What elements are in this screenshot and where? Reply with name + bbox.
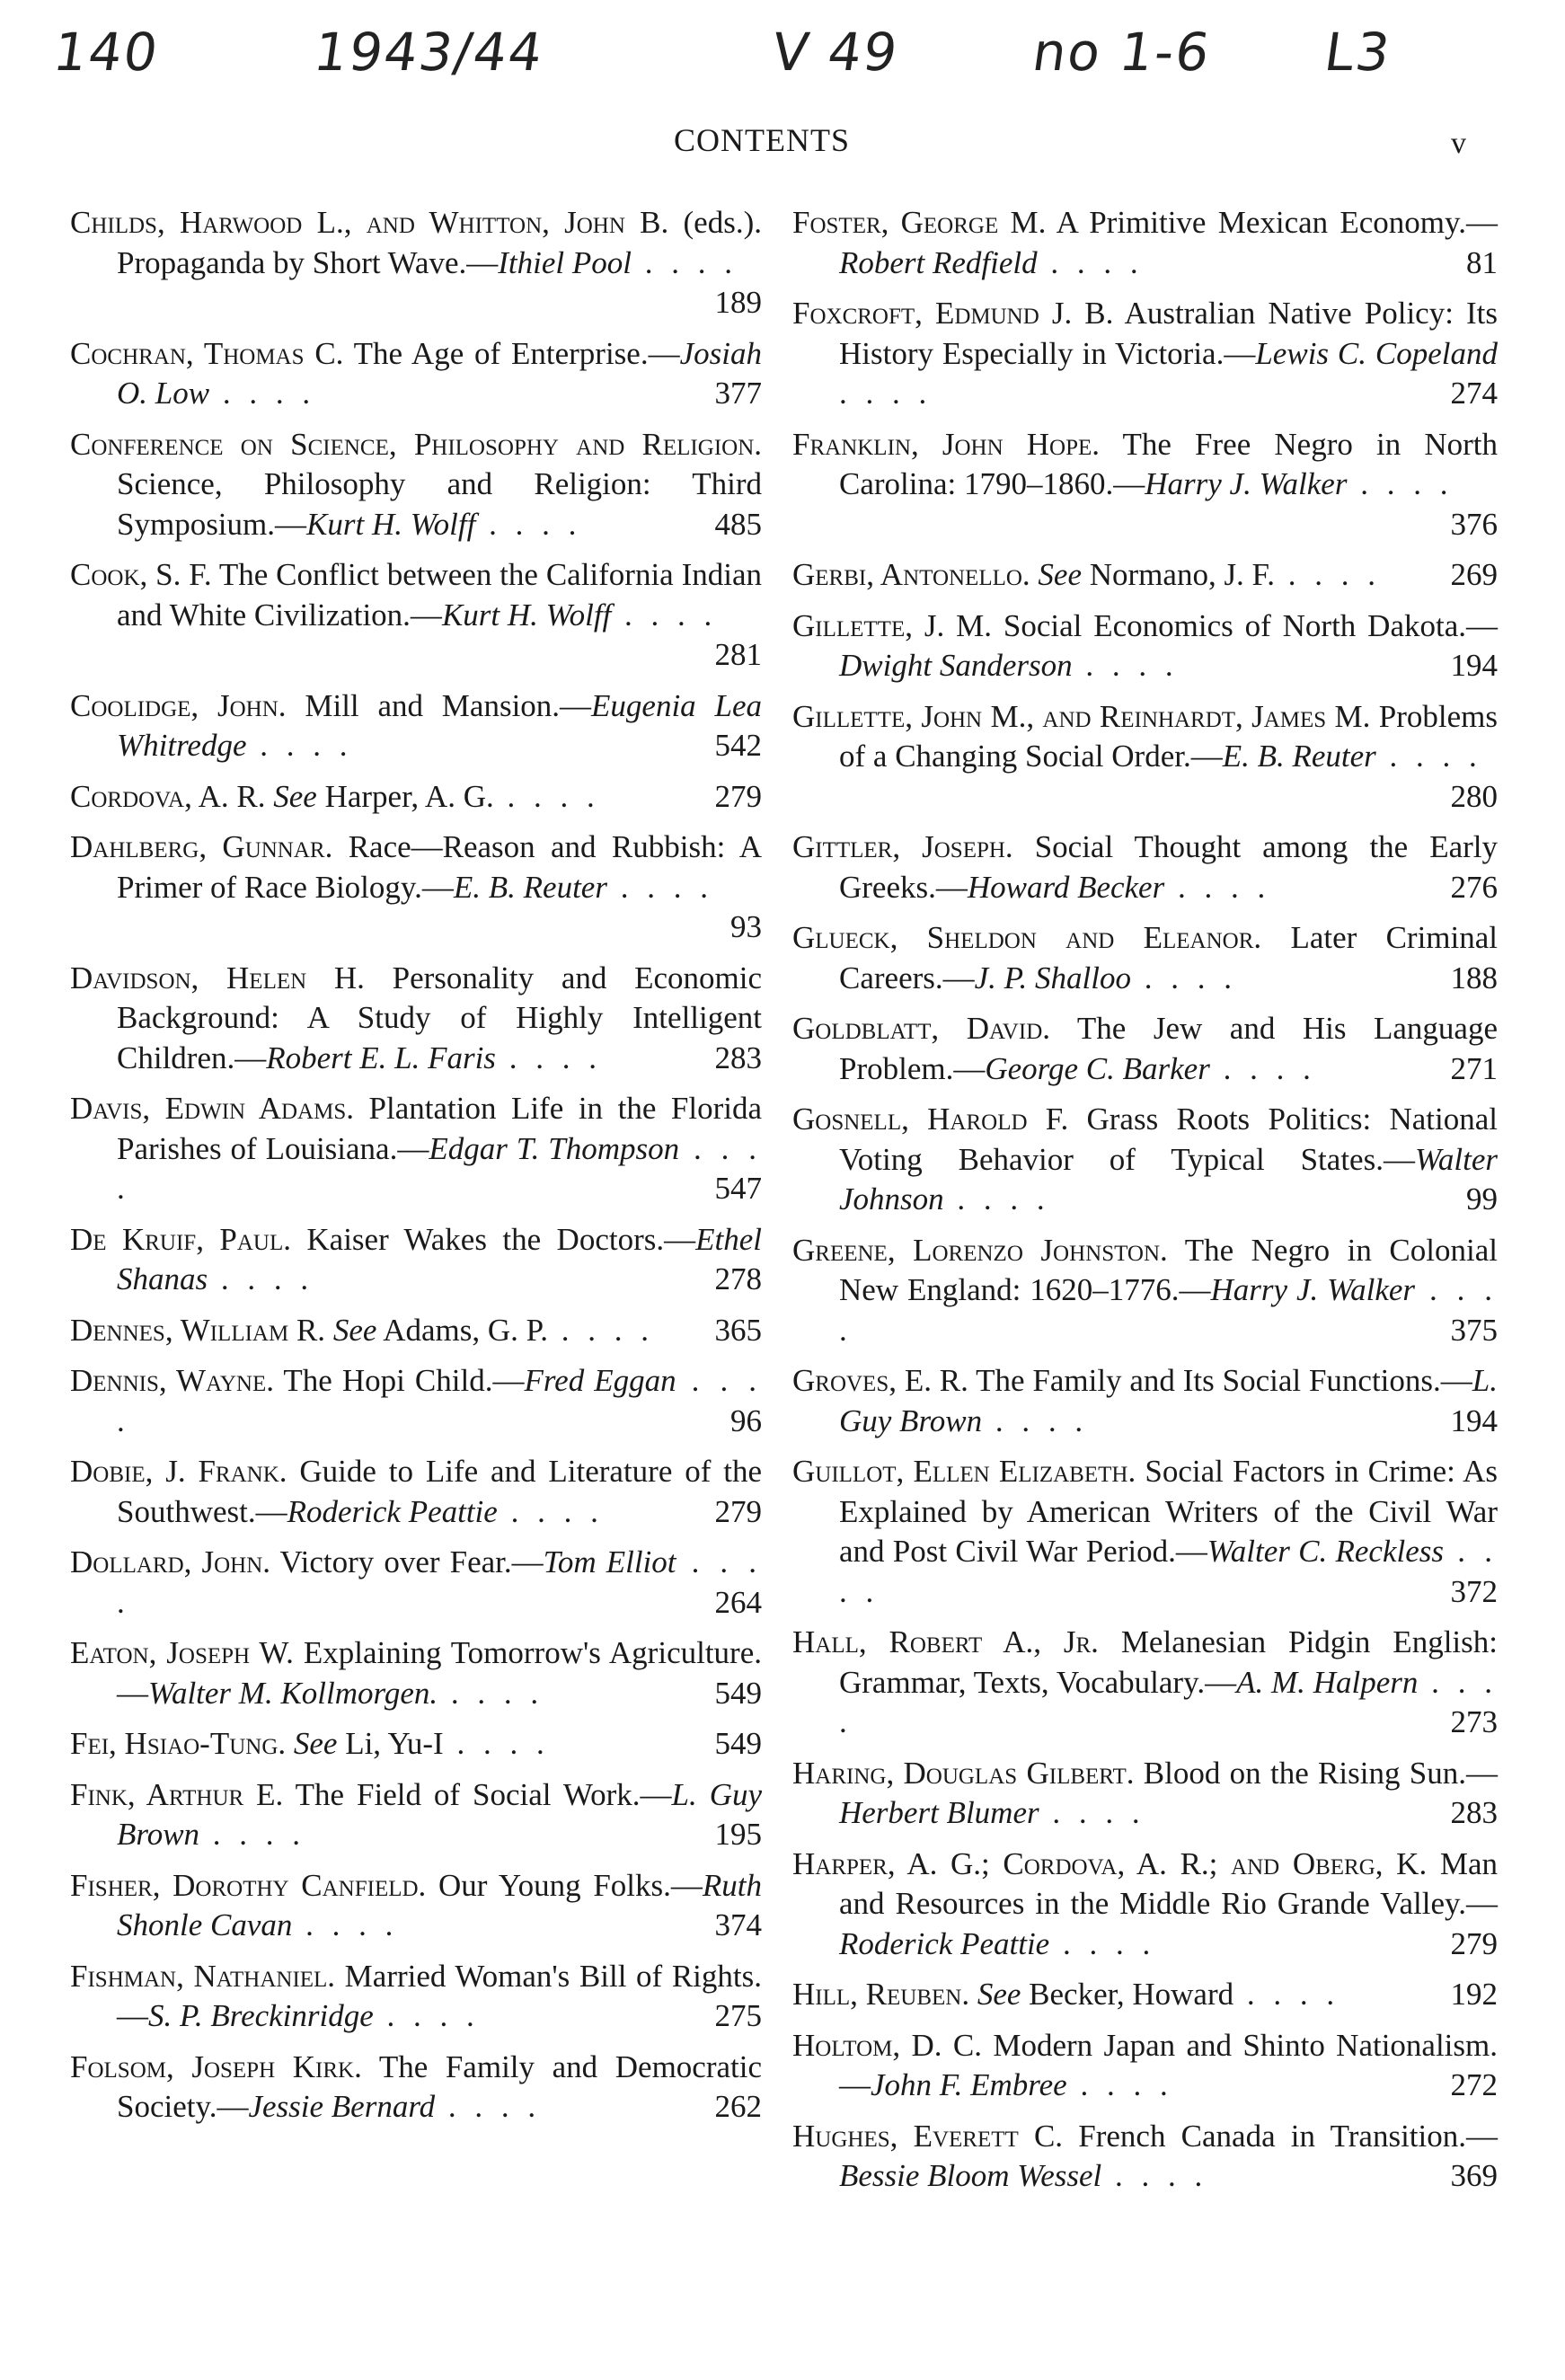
dot-leader: . . . . xyxy=(1233,1977,1340,2012)
entry-page-number: 377 xyxy=(714,376,762,411)
entry-title xyxy=(969,1977,977,2012)
toc-entry xyxy=(792,555,1498,596)
dot-leader: . . . . xyxy=(209,376,316,411)
entry-title: Australian Native Policy: Its History Especially in Victoria.— xyxy=(839,296,1499,371)
entry-author: Fink, Arthur E. xyxy=(70,1776,284,1812)
toc-entry xyxy=(70,1089,762,1209)
entry-reviewer: J. P. Shalloo xyxy=(974,960,1131,995)
entry-reviewer: Howard Becker xyxy=(967,869,1165,905)
entry-reviewer: Edgar T. Thompson xyxy=(429,1130,680,1166)
toc-entry xyxy=(792,203,1498,283)
page-number: v xyxy=(1451,127,1466,160)
entry-reviewer: L. Guy Brown xyxy=(839,1363,1498,1438)
dot-leader: . . . . xyxy=(982,1402,1089,1438)
entry-title xyxy=(325,1313,333,1348)
entry-author: Gillette, John M., and Reinhardt, James M. xyxy=(792,698,1371,734)
entry-reviewer: Harry J. Walker xyxy=(1210,1272,1416,1307)
entry-reviewer: Walter M. Kollmorgen. xyxy=(148,1675,438,1711)
dot-leader: . . . . xyxy=(117,1544,762,1620)
entry-author: Greene, Lorenzo Johnston. xyxy=(792,1232,1168,1268)
toc-entry xyxy=(70,425,762,545)
entry-reviewer: Josiah O. Low xyxy=(117,335,762,411)
toc-entry xyxy=(792,2117,1498,2197)
toc-entry xyxy=(792,1975,1498,2015)
entry-page-number: 274 xyxy=(1450,376,1498,411)
entry-reviewer: Fred Eggan xyxy=(524,1363,676,1398)
entry-page-number: 271 xyxy=(1450,1050,1498,1086)
toc-entry xyxy=(70,1543,762,1623)
entry-author: Hill, Reuben. xyxy=(792,1977,970,2012)
entry-title: The Negro in Colonial New England: 1620–1776.— xyxy=(839,1232,1498,1307)
entry-page-number: 280 xyxy=(1450,778,1498,814)
toc-entry xyxy=(70,1361,762,1441)
entry-title: Victory over Fear.— xyxy=(270,1544,544,1579)
entry-page-number: 542 xyxy=(714,728,762,763)
entry-title: Blood on the Rising Sun.— xyxy=(1134,1755,1498,1791)
dot-leader: . . . . xyxy=(246,728,353,763)
entry-title: Social Thought among the Early Greeks.— xyxy=(839,829,1499,905)
entry-reviewer: Ruth Shonle Cavan xyxy=(117,1867,762,1942)
entry-page-number: 99 xyxy=(1466,1181,1498,1217)
dot-leader: . . . . xyxy=(493,778,600,814)
entry-page-number: 283 xyxy=(714,1040,762,1075)
entry-title: The Jew and His Language Problem.— xyxy=(839,1011,1498,1086)
dot-leader: . . . . xyxy=(1101,2158,1208,2193)
entry-author: Glueck, Sheldon and Eleanor. xyxy=(792,920,1262,955)
entry-author: Davidson, Helen H. xyxy=(70,960,365,995)
entry-title: Married Woman's Bill of Rights.— xyxy=(117,1958,762,2033)
entry-page-number: 279 xyxy=(1450,1925,1498,1961)
entry-author: Groves, E. R. xyxy=(792,1363,968,1398)
entry-author: Fishman, Nathaniel. xyxy=(70,1958,336,1994)
entry-reviewer: Roderick Peattie xyxy=(839,1925,1050,1961)
toc-entry xyxy=(792,606,1498,686)
entry-reviewer: Roderick Peattie xyxy=(287,1493,498,1529)
entry-reviewer: Kurt H. Wolff xyxy=(441,597,612,633)
dot-leader: . . . . xyxy=(606,869,713,905)
entry-page-number: 195 xyxy=(714,1817,762,1852)
entry-reviewer: Robert E. L. Faris xyxy=(266,1040,496,1075)
entry-title: The Field of Social Work.— xyxy=(283,1776,672,1812)
entry-title: Modern Japan and Shinto Nationalism.— xyxy=(839,2027,1498,2102)
entry-author: Eaton, Joseph W. xyxy=(70,1635,294,1670)
entry-page-number: 283 xyxy=(1450,1795,1498,1830)
entry-author: Franklin, John Hope. xyxy=(792,426,1101,462)
dot-leader: . . . . xyxy=(1131,960,1237,995)
entry-reviewer: Lewis C. Copeland xyxy=(1255,335,1498,371)
toc-entry xyxy=(70,1957,762,2037)
dot-leader: . . . . xyxy=(1274,557,1381,592)
entry-title: Grass Roots Politics: National Voting Behavior of Typical States.— xyxy=(839,1102,1498,1177)
dot-leader: . . . . xyxy=(611,597,718,633)
entry-author: Gillette, J. M. xyxy=(792,607,992,643)
toc-entry xyxy=(70,827,762,948)
dot-leader: . . . . xyxy=(373,1998,480,2033)
handwritten-note: L3 xyxy=(1321,22,1395,83)
entry-title: Kaiser Wakes the Doctors.— xyxy=(290,1221,696,1257)
entry-title: Mill and Mansion.— xyxy=(286,687,592,723)
entry-title: A Primitive Mexican Economy.— xyxy=(1046,205,1498,240)
entry-title: Social Economics of North Dakota.— xyxy=(991,607,1499,643)
entry-author: Hall, Robert A., Jr. xyxy=(792,1624,1099,1659)
entry-page-number: 189 xyxy=(714,285,762,320)
entry-page-number: 93 xyxy=(730,909,762,944)
toc-entry xyxy=(70,1220,762,1300)
dot-leader: . . . . xyxy=(497,1493,604,1529)
handwritten-note: 140 xyxy=(49,22,164,83)
dot-leader: . . . . xyxy=(117,1130,763,1206)
entry-reviewer: A. M. Halpern xyxy=(1236,1664,1419,1700)
entry-author: Dollard, John. xyxy=(70,1544,271,1579)
entry-reviewer: Eugenia Lea Whitredge xyxy=(117,687,762,763)
entry-author: Cook, S. F. xyxy=(70,557,212,592)
entry-reviewer: See xyxy=(1038,557,1082,592)
entry-author: Foxcroft, Edmund J. B. xyxy=(792,296,1114,331)
toc-entry xyxy=(70,555,762,676)
dot-leader: . . . . xyxy=(199,1817,306,1852)
left-column xyxy=(70,203,762,2138)
toc-entry xyxy=(792,1231,1498,1351)
toc-entry xyxy=(792,1623,1498,1743)
entry-title: Guide to Life and Literature of the Southwest.— xyxy=(117,1454,762,1529)
entry-reviewer: Tom Elliot xyxy=(543,1544,676,1579)
entry-author: Harper, A. G.; Cordova, A. R.; and Oberg, K. xyxy=(792,1845,1428,1881)
dot-leader: . . . . xyxy=(839,1534,1499,1609)
entry-page-number: 273 xyxy=(1450,1704,1498,1739)
toc-entry xyxy=(70,203,762,323)
entry-page-number: 192 xyxy=(1450,1977,1498,2012)
entry-page-number: 549 xyxy=(714,1726,762,1761)
toc-entry xyxy=(792,1100,1498,1220)
entry-author: Hughes, Everett C. xyxy=(792,2118,1064,2154)
handwritten-note: V 49 xyxy=(768,22,903,83)
entry-title: Our Young Folks.— xyxy=(426,1867,703,1903)
entry-reviewer: Dwight Sanderson xyxy=(839,648,1073,683)
entry-reviewer: See xyxy=(977,1977,1021,2012)
toc-entry xyxy=(792,1845,1498,1965)
toc-entry xyxy=(70,2048,762,2128)
entry-reviewer: Harry J. Walker xyxy=(1145,466,1348,501)
toc-entry xyxy=(70,1866,762,1946)
entry-author: Guillot, Ellen Elizabeth. xyxy=(792,1454,1136,1489)
entry-page-number: 376 xyxy=(1450,506,1498,542)
dot-leader: . . . . xyxy=(475,506,582,542)
entry-page-number: 279 xyxy=(714,1493,762,1529)
entry-title: Social Factors in Crime: As Explained by American Writers of the Civil War and Post Civil War Period.— xyxy=(839,1454,1498,1569)
entry-title: (eds.). Propaganda by Short Wave.— xyxy=(117,205,762,280)
toc-entry xyxy=(792,1452,1498,1612)
entry-author: Coolidge, John. xyxy=(70,687,287,723)
toc-entry xyxy=(792,425,1498,545)
handwritten-note: 1943/44 xyxy=(310,22,548,83)
entry-author: De Kruif, Paul. xyxy=(70,1221,291,1257)
entry-author: Fisher, Dorothy Canfield. xyxy=(70,1867,427,1903)
dot-leader: . . . . xyxy=(1209,1050,1316,1086)
entry-reviewer: John F. Embree xyxy=(871,2067,1067,2102)
entry-see-reference: Adams, G. P. xyxy=(376,1312,548,1348)
entry-page-number: 275 xyxy=(714,1998,762,2033)
entry-page-number: 276 xyxy=(1450,869,1498,905)
dot-leader: . . . . xyxy=(292,1907,399,1942)
dot-leader: . . . . xyxy=(1072,648,1179,683)
entry-page-number: 547 xyxy=(714,1171,762,1206)
entry-page-number: 485 xyxy=(714,506,762,542)
entry-author: Childs, Harwood L., and Whitton, John B. xyxy=(70,205,669,240)
toc-entry xyxy=(792,1009,1498,1089)
dot-leader: . . . . xyxy=(839,376,933,411)
dot-leader: . . . . xyxy=(435,2089,542,2124)
entry-author: Folsom, Joseph Kirk. xyxy=(70,2048,362,2084)
entry-author: Dahlberg, Gunnar. xyxy=(70,829,333,864)
toc-entry xyxy=(70,334,762,414)
toc-entry xyxy=(70,777,762,818)
dot-leader: . . . . xyxy=(117,1363,763,1438)
entry-author: Goldblatt, David. xyxy=(792,1011,1050,1046)
toc-entry xyxy=(70,1633,762,1713)
entry-page-number: 278 xyxy=(714,1261,762,1296)
dot-leader: . . . . xyxy=(547,1312,654,1348)
dot-leader: . . . . xyxy=(443,1726,550,1761)
toc-entry xyxy=(70,959,762,1079)
entry-title: Science, Philosophy and Religion: Third Symposium.— xyxy=(117,466,762,542)
entry-page-number: 365 xyxy=(714,1312,762,1348)
entry-page-number: 264 xyxy=(714,1584,762,1620)
entry-reviewer: S. P. Breckinridge xyxy=(148,1998,374,2033)
entry-author: Haring, Douglas Gilbert. xyxy=(792,1755,1135,1791)
right-column xyxy=(792,203,1498,2207)
dot-leader: . . . . xyxy=(438,1675,544,1711)
entry-author: Dobie, J. Frank. xyxy=(70,1454,287,1489)
dot-leader: . . . . xyxy=(1049,1925,1156,1961)
entry-title xyxy=(286,1726,294,1761)
handwritten-annotations xyxy=(49,22,1491,102)
entry-page-number: 369 xyxy=(1450,2158,1498,2193)
toc-entry xyxy=(792,827,1498,907)
entry-page-number: 272 xyxy=(1450,2067,1498,2102)
entry-reviewer: Jessie Bernard xyxy=(248,2089,436,2124)
entry-title: Personality and Economic Background: A Study of Highly Intelligent Children.— xyxy=(117,960,762,1075)
entry-title: The Conflict between the California Indian and White Civilization.— xyxy=(117,557,762,633)
entry-title: Man and Resources in the Middle Rio Grande Valley.— xyxy=(839,1845,1498,1921)
entry-page-number: 279 xyxy=(714,778,762,814)
dot-leader: . . . . xyxy=(1164,869,1271,905)
page-title: CONTENTS xyxy=(674,122,850,158)
entry-author: Dennis, Wayne. xyxy=(70,1363,274,1398)
entry-reviewer: E. B. Reuter xyxy=(1222,739,1376,774)
entry-reviewer: Bessie Bloom Wessel xyxy=(839,2158,1102,2193)
entry-see-reference: Normano, J. F. xyxy=(1082,557,1275,592)
entry-page-number: 372 xyxy=(1450,1573,1498,1609)
dot-leader: . . . . xyxy=(839,1664,1498,1739)
toc-entry xyxy=(70,1452,762,1532)
entry-author: Gerbi, Antonello. xyxy=(792,557,1030,592)
entry-author: Holtom, D. C. xyxy=(792,2027,982,2063)
entry-reviewer: George C. Barker xyxy=(985,1050,1210,1086)
entry-reviewer: Walter Johnson xyxy=(839,1141,1498,1217)
entry-page-number: 262 xyxy=(714,2089,762,2124)
toc-entry xyxy=(70,686,762,766)
toc-entry xyxy=(70,1311,762,1351)
entry-author: Dennes, William R. xyxy=(70,1312,326,1348)
entry-title: Plantation Life in the Florida Parishes of Louisiana.— xyxy=(117,1091,763,1166)
dot-leader: . . . . xyxy=(1375,739,1482,774)
dot-leader: . . . . xyxy=(1347,466,1454,501)
toc-entry xyxy=(792,2026,1498,2106)
entry-title: The Free Negro in North Carolina: 1790–1860.— xyxy=(839,426,1498,501)
entry-page-number: 549 xyxy=(714,1675,762,1711)
entry-reviewer: Kurt H. Wolff xyxy=(306,506,476,542)
toc-entry xyxy=(792,1361,1498,1441)
entry-reviewer: Ithiel Pool xyxy=(498,244,632,280)
entry-reviewer: See xyxy=(332,1312,377,1348)
entry-title: The Family and Its Social Functions.— xyxy=(968,1363,1472,1398)
entry-title: Explaining Tomorrow's Agriculture.— xyxy=(117,1635,762,1711)
entry-title: French Canada in Transition.— xyxy=(1063,2118,1498,2154)
entry-page-number: 96 xyxy=(730,1402,762,1438)
entry-title: The Hopi Child.— xyxy=(273,1363,525,1398)
dot-leader: . . . . xyxy=(943,1181,1050,1217)
entry-author: Gittler, Joseph. xyxy=(792,829,1013,864)
entry-reviewer: Robert Redfield xyxy=(839,244,1038,280)
toc-entry xyxy=(792,294,1498,414)
toc-entry xyxy=(792,1754,1498,1834)
dot-leader: . . . . xyxy=(1066,2067,1173,2102)
toc-entry xyxy=(70,1724,762,1765)
entry-title: The Age of Enterprise.— xyxy=(343,335,680,371)
entry-author: Conference on Science, Philosophy and Religion. xyxy=(70,426,762,462)
entry-reviewer: L. Guy Brown xyxy=(117,1776,763,1852)
entry-title: Problems of a Changing Social Order.— xyxy=(839,698,1498,774)
handwritten-note: no 1-6 xyxy=(1029,22,1216,83)
entry-title: The Family and Democratic Society.— xyxy=(117,2048,763,2124)
entry-author: Gosnell, Harold F. xyxy=(792,1102,1069,1137)
entry-reviewer: Walter C. Reckless xyxy=(1207,1534,1444,1569)
entry-title: Later Criminal Careers.— xyxy=(839,920,1498,995)
entry-title: Melanesian Pidgin English: Grammar, Texts, Vocabulary.— xyxy=(839,1624,1498,1700)
entry-reviewer: See xyxy=(293,1726,338,1761)
entry-page-number: 374 xyxy=(714,1907,762,1942)
entry-see-reference: Harper, A. G. xyxy=(316,778,494,814)
entry-see-reference: Becker, Howard xyxy=(1021,1977,1234,2012)
entry-reviewer: Ethel Shanas xyxy=(117,1221,762,1296)
entry-reviewer: Herbert Blumer xyxy=(839,1795,1039,1830)
entry-see-reference: Li, Yu-I xyxy=(337,1726,444,1761)
dot-leader: . . . . xyxy=(495,1040,602,1075)
dot-leader: . . . . xyxy=(1037,244,1144,280)
entry-title: Race—Reason and Rubbish: A Primer of Race Biology.— xyxy=(117,829,762,905)
dot-leader: . . . . xyxy=(1039,1795,1145,1830)
dot-leader: . . . . xyxy=(631,244,738,280)
toc-entry xyxy=(792,918,1498,998)
entry-author: Foster, George M. xyxy=(792,205,1047,240)
entry-page-number: 375 xyxy=(1450,1312,1498,1348)
dot-leader: . . . . xyxy=(208,1261,314,1296)
page-header xyxy=(0,121,1565,166)
entry-author: Cordova, A. R. xyxy=(70,778,266,814)
entry-page-number: 194 xyxy=(1450,1402,1498,1438)
entry-page-number: 81 xyxy=(1466,244,1498,280)
entry-page-number: 281 xyxy=(714,637,762,672)
entry-title xyxy=(266,779,274,814)
entry-author: Davis, Edwin Adams. xyxy=(70,1091,354,1126)
entry-reviewer: E. B. Reuter xyxy=(453,869,607,905)
toc-entry xyxy=(792,697,1498,818)
entry-reviewer: See xyxy=(273,778,317,814)
entry-page-number: 269 xyxy=(1450,557,1498,592)
toc-entry xyxy=(70,1775,762,1855)
entry-page-number: 194 xyxy=(1450,648,1498,683)
entry-page-number: 188 xyxy=(1450,960,1498,995)
entry-author: Fei, Hsiao-Tung. xyxy=(70,1726,287,1761)
dot-leader: . . . . xyxy=(839,1272,1498,1348)
entry-author: Cochran, Thomas C. xyxy=(70,335,344,371)
